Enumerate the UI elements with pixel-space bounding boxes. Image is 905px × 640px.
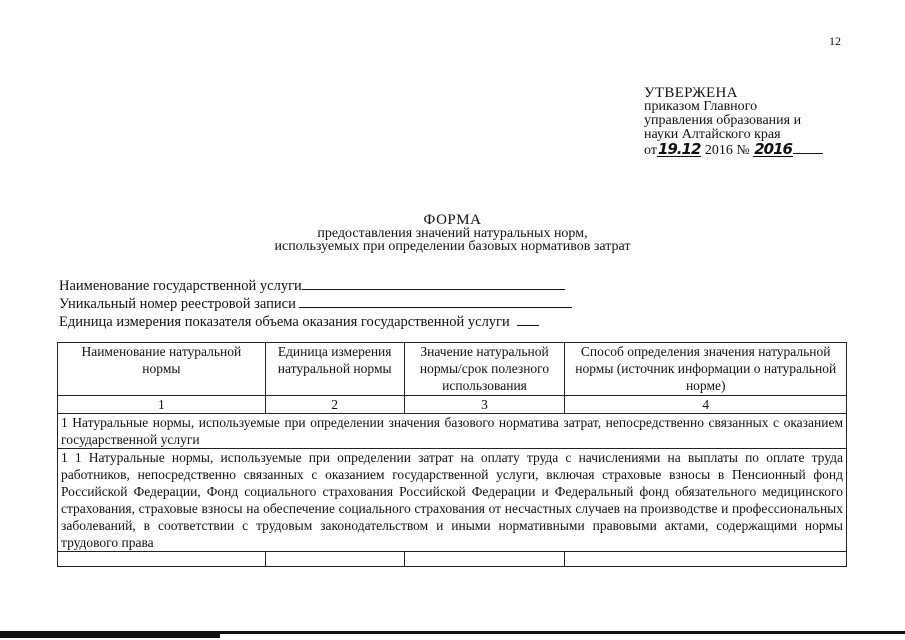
form-subtitle-2: используемых при определении базовых нормативов затрат [274,239,631,254]
handwritten-date: 19.12 [657,140,701,158]
column-number-3: 3 [404,396,565,414]
section-1-row [58,414,847,449]
table-number-row [58,396,847,414]
number-underline [793,153,823,154]
natural-norms-table [57,342,847,567]
section-1-1-row [58,449,847,552]
unit-blank[interactable] [517,313,539,326]
header-unit: Единица измерения натуральной нормы [265,343,404,396]
empty-cell-2[interactable] [265,552,404,567]
header-value: Значение натуральной нормы/срок полезного использования [404,343,565,396]
registry-number-label: Уникальный номер реестровой записи [59,296,296,312]
service-name-blank[interactable] [302,277,565,290]
form-fields [59,277,572,331]
form-subtitle-1: предоставления значений натуральных норм, [317,226,588,241]
header-method: Способ определения значения натуральной нормы (источник информации о натуральной норме) [565,343,847,396]
section-1-1-text: 1 1 Натуральные нормы, используемые при определении затрат на оплату труда с начислениями на выплаты по оплате труда работников, непосредственно связанных с оказанием государственной услуги, включая страховые взносы в Пенсионный фонд Российской Федерации, Фонд социального страхования Российской Федерации и Федеральный фонд обязательного медицинского страхования, страховые взносы на обеспечение социального страхования от несчастных случаев на производстве и профессиональных заболеваний, в соответствии с трудовым законодательством и иными нормативными правовыми актами, содержащими нормы трудового права [58,449,847,552]
column-number-2: 2 [265,396,404,414]
header-norm-name: Наименование натуральной нормы [58,343,266,396]
approval-block [644,86,823,158]
registry-number-field [59,295,572,313]
empty-cell-3[interactable] [404,552,565,567]
column-number-1: 1 [58,396,266,414]
service-name-label: Наименование государственной услуги [59,278,302,294]
column-number-4: 4 [565,396,847,414]
empty-cell-1[interactable] [58,552,266,567]
service-name-field [59,277,572,295]
approval-heading: УТВЕРЖЕНА [644,85,738,101]
empty-cell-4[interactable] [565,552,847,567]
form-title-block [0,214,905,253]
registry-number-blank[interactable] [299,295,572,308]
table-header-row [58,343,847,396]
page-number: 12 [829,34,841,48]
table-row [58,552,847,567]
approval-line-3: науки Алтайского края [644,127,781,142]
unit-label: Единица измерения показателя объема оказания государственной услуги [59,314,510,330]
approval-line-2: управления образования и [644,113,802,128]
form-title: ФОРМА [423,212,482,228]
handwritten-number: 2016 [754,140,792,158]
approval-date-line [644,142,823,158]
section-1-text: 1 Натуральные нормы, используемые при определении значения базового норматива затрат, непосредственно связанных с оказанием государственной услуги [58,414,847,449]
unit-field [59,313,572,331]
date-prefix: от [644,143,657,158]
scan-edge-shadow [0,634,220,638]
approval-line-1: приказом Главного [644,99,758,114]
date-year: 2016 № [704,143,750,158]
